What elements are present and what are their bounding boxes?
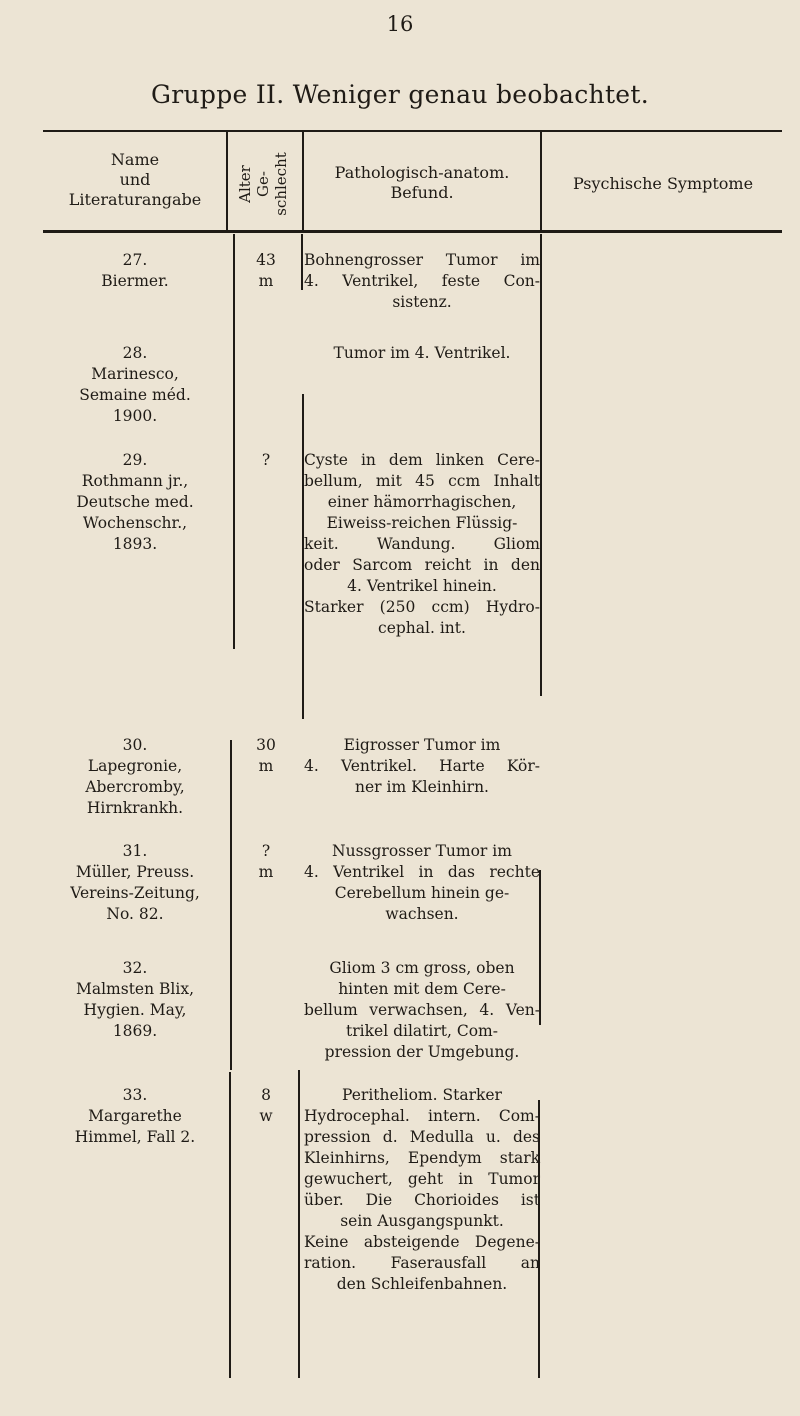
case-31-age-sex: ? m bbox=[258, 842, 274, 881]
page-title: Gruppe II. Weniger genau beobachtet. bbox=[150, 80, 649, 109]
case-31-reference: 31. Müller, Preuss. Vereins-Zeitung, No. 82. bbox=[70, 842, 200, 923]
body-divider-1a bbox=[233, 234, 235, 649]
case-27-age-sex: 43 m bbox=[256, 251, 276, 290]
case-32-reference: 32. Malmsten Blix, Hygien. May, 1869. bbox=[75, 959, 194, 1040]
body-divider-1c bbox=[229, 1072, 231, 1378]
case-33-age-sex: 8 w bbox=[259, 1086, 273, 1125]
header-name: Name und Literaturangabe bbox=[68, 150, 202, 209]
header-top-rule bbox=[43, 130, 782, 132]
header-pathology: Pathologisch-anatom. Befund. bbox=[334, 163, 510, 202]
body-divider-1b bbox=[230, 740, 232, 1070]
header-bottom-rule bbox=[43, 230, 782, 233]
case-30-reference: 30. Lapegronie, Abercromby, Hirnkrankh. bbox=[85, 736, 185, 817]
case-27-reference: 27. Biermer. bbox=[101, 251, 169, 290]
case-28-finding: Tumor im 4. Ventrikel. bbox=[333, 344, 511, 362]
page-number: 16 bbox=[386, 12, 414, 36]
case-31-finding: Nussgrosser Tumor im 4. Ventrikel in das rechte Cerebellum hinein ge- wachsen. bbox=[304, 842, 540, 923]
case-27-finding: Bohnengrosser Tumor im 4. Ventrikel, feste Con- sistenz. bbox=[304, 251, 540, 311]
case-28-reference: 28. Marinesco, Semaine méd. 1900. bbox=[79, 344, 191, 425]
case-29-reference: 29. Rothmann jr., Deutsche med. Wochenschr., 1893. bbox=[76, 451, 194, 553]
body-divider-3a bbox=[540, 234, 542, 696]
case-32-finding: Gliom 3 cm gross, oben hinten mit dem Cere- bellum verwachsen, 4. Ven- trikel dilatirt, Com- pression der Umgebung. bbox=[304, 959, 540, 1061]
case-33-reference: 33. Margarethe Himmel, Fall 2. bbox=[74, 1086, 196, 1146]
header-age-sex: Alter Ge- schlecht bbox=[236, 152, 290, 216]
case-30-age-sex: 30 m bbox=[256, 736, 276, 775]
header-psych: Psychische Symptome bbox=[572, 174, 754, 193]
case-29-finding: Cyste in dem linken Cere- bellum, mit 45 ccm Inhalt einer hämorrhagischen, Eiweiss-reichen Flüssig- keit. Wandung. Gliom oder Sarcom reicht in den 4. Ventrikel hinein. Starker (250 ccm) Hydro- cephal. int. bbox=[304, 451, 540, 637]
header-divider-3 bbox=[540, 131, 542, 230]
case-33-finding: Peritheliom. Starker Hydrocephal. intern. Com- pression d. Medulla u. des Kleinhirns, Ependym stark gewuchert, geht in Tumor über. Die Chorioides ist sein Ausgangspunkt. Keine absteigende Degene- ration. Faserausfall an den Schleifenbahnen. bbox=[304, 1086, 540, 1293]
body-divider-2a bbox=[301, 234, 303, 290]
case-29-age-sex: ? bbox=[261, 451, 271, 469]
case-30-finding: Eigrosser Tumor im 4. Ventrikel. Harte Kör- ner im Kleinhirn. bbox=[304, 736, 540, 796]
